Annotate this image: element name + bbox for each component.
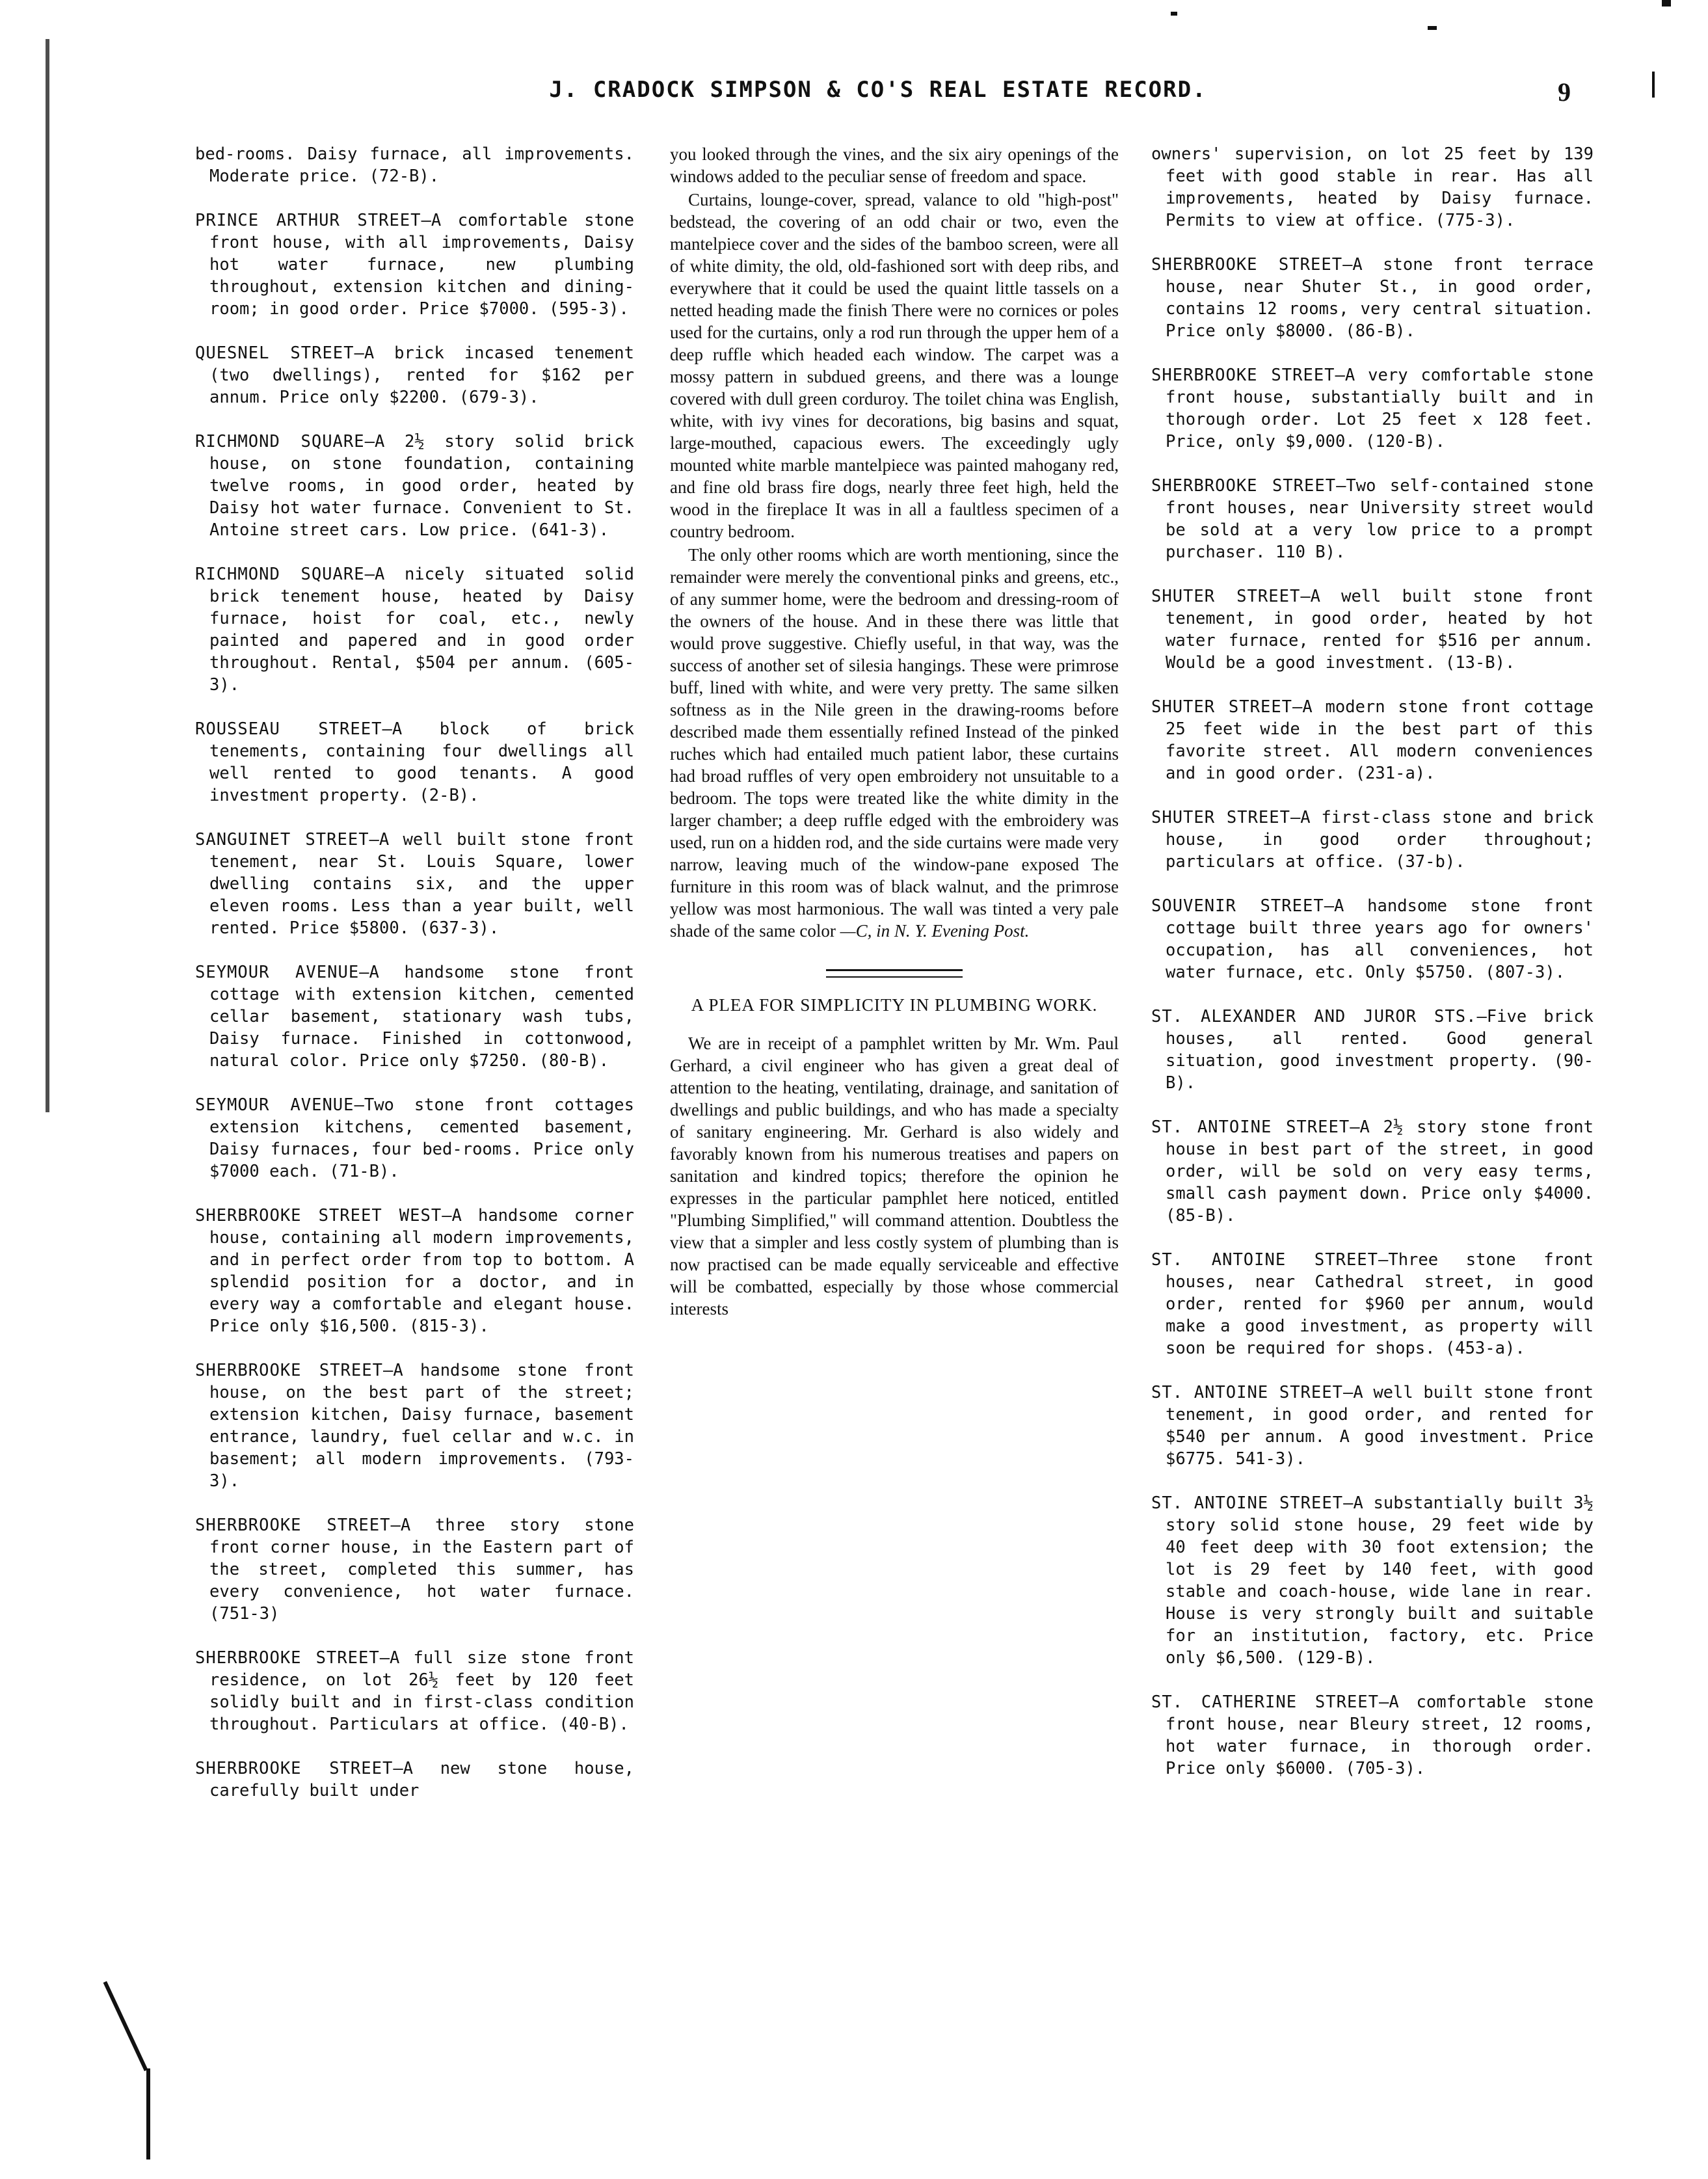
listing-item bbox=[195, 1758, 634, 1802]
middle-column bbox=[670, 143, 1119, 1320]
section-divider bbox=[826, 969, 963, 978]
listing-item bbox=[1151, 143, 1594, 232]
listing-item bbox=[195, 829, 634, 939]
listing-item bbox=[195, 1205, 634, 1337]
listing-text: —Two self-contained stone front houses, near University street would be sold at a very low price to a prompt purchaser. 110 B). bbox=[1166, 476, 1594, 562]
listing-item bbox=[195, 563, 634, 696]
listing-text: —A new stone house, carefully built under bbox=[209, 1759, 634, 1800]
listing-street: SHUTER STREET bbox=[1151, 808, 1290, 827]
listing-text: —A well built stone front tenement, in good order, heated by hot water furnace, rented for $516 per annum. Would be a good investment. (13-B). bbox=[1166, 587, 1594, 673]
article-title: A PLEA FOR SIMPLICITY IN PLUMBING WORK. bbox=[691, 995, 1098, 1015]
scan-speck bbox=[146, 2068, 150, 2159]
listing-text: —A well built stone front tenement, in good order, and rented for $540 per annum. A good investment. Price $6775. 541-3). bbox=[1166, 1383, 1594, 1469]
listing-item bbox=[195, 1514, 634, 1625]
listing-street: SHUTER STREET bbox=[1151, 697, 1293, 717]
listing-street: SHERBROOKE STREET WEST bbox=[195, 1206, 442, 1225]
listing-item bbox=[195, 1647, 634, 1735]
listing-street: ROUSSEAU STREET bbox=[195, 719, 382, 739]
listing-text: —A 2½ story stone front house in best part of the street, in good order, will be sold on very easy terms, small cash payment down. Price only $4000. (85-B). bbox=[1166, 1117, 1594, 1225]
listing-text: —A handsome stone front cottage built three years ago for owners' occupation, has all conveniences, hot water furnace, etc. Only $5750. (807-3). bbox=[1166, 896, 1594, 982]
listing-street: SHERBROOKE STREET bbox=[195, 1759, 394, 1778]
running-title: J. CRADOCK SIMPSON & CO'S REAL ESTATE RECORD. bbox=[549, 77, 1207, 103]
listing-street: RICHMOND SQUARE bbox=[195, 432, 365, 451]
article-paragraph: We are in receipt of a pamphlet written by Mr. Wm. Paul Gerhard, a civil engineer who has given a great deal of attention to the heating, ventilating, drainage, and sanitation of dwellings and public buildings, and who has made a specialty of sanitary engineering. Mr. Gerhard is also widely and favorably known from his numerous treatises and papers on sanitation and kindred topics; therefore the opinion he expresses in the particular pamphlet here noticed, entitled "Plumbing Simplified," will command attention. Doubtless the view that a simpler and less costly system of plumbing than is now practised can be made equally serviceable and effective will be combatted, especially by those whose commercial interests bbox=[670, 1034, 1119, 1318]
listing-street: SHERBROOKE STREET bbox=[1151, 476, 1337, 496]
left-column bbox=[195, 143, 634, 1824]
article-paragraph bbox=[670, 544, 1119, 942]
listing-text: —A comfortable stone front house, with all improvements, Daisy hot water furnace, new plumbing throughout, extension kitchen and dining-room; in good order. Price $7000. (595-3). bbox=[209, 211, 634, 319]
listing-item bbox=[1151, 585, 1594, 674]
listing-text: bed-rooms. Daisy furnace, all improvements. Moderate price. (72-B). bbox=[195, 144, 634, 186]
article-paragraph-text: The only other rooms which are worth mentioning, since the remainder were merely the conventional pinks and greens, etc., of any summer home, were the bedroom and dressing-room of the owners of the house. And in these there was little that would prove suggestive. Chiefly useful, in that way, was the success of another set of silesia hangings. These were primrose buff, lined with white, and were very pretty. The same silken softness as in the Nile green in the drawing-rooms before described made them essentially refined Instead of the pinked ruches which had entailed much patient labor, these curtains had broad ruffles of very open embroidery not unsuitable to a bedroom. The tops were treated like the white dimity in the larger chamber; a deep ruffle edged with the embroidery was used, run on a hidden rod, and the side curtains were made very narrow, leaving much of the window-pane exposed The furniture in this room was of black walnut, and the primrose yellow was most harmonious. The wall was tinted a very pale shade of the same color bbox=[670, 545, 1119, 941]
listing-street: SHERBROOKE STREET bbox=[195, 1648, 380, 1668]
listing-street: ST. ANTOINE STREET bbox=[1151, 1383, 1343, 1402]
right-column bbox=[1151, 143, 1594, 1802]
listing-text: —A first-class stone and brick house, in good order throughout; particulars at office. (37-b). bbox=[1166, 808, 1594, 872]
listing-text: —A well built stone front tenement, near St. Louis Square, lower dwelling contains six, and the upper eleven rooms. Less than a year built, well rented. Price $5800. (637-3). bbox=[209, 830, 634, 938]
scan-margin-line bbox=[46, 39, 49, 1112]
listing-street: SHERBROOKE STREET bbox=[1151, 366, 1335, 385]
listing-street: ST. ALEXANDER AND JUROR STS. bbox=[1151, 1007, 1477, 1026]
listing-street: RICHMOND SQUARE bbox=[195, 565, 365, 584]
page-header bbox=[0, 77, 1708, 116]
listing-item bbox=[1151, 1116, 1594, 1227]
listing-item bbox=[195, 718, 634, 807]
listing-street: SHERBROOKE STREET bbox=[195, 1361, 383, 1380]
listing-item bbox=[1151, 1492, 1594, 1669]
listing-street: SHUTER STREET bbox=[1151, 587, 1301, 606]
listing-text: —Three stone front houses, near Cathedral street, in good order, rented for $960 per annum, would make a good investment, as property will soon be required for shops. (453-a). bbox=[1166, 1250, 1594, 1358]
article-paragraph: Curtains, lounge-cover, spread, valance to old "high-post" bedstead, the covering of an odd chair or two, even the mantelpiece cover and the sides of the bamboo screen, were all of white dimity, the old, old-fashioned sort with deep ribs, and everywhere that it could be used the quaint little tassels on a netted heading made the finish There were no cornices or poles used for the curtains, only a rod run through the upper hem of a deep ruffle which headed each window. The carpet was a mossy pattern in subdued greens, and there was a lounge covered with dull green corduroy. The toilet china was English, white, with ivy vines for decorations, big basins and squat, large-mouthed, capacious ewers. The exceedingly ugly mounted white marble mantelpiece was painted mahogany red, and fine old brass fire dogs, nearly three feet high, held the wood in the fireplace It was in all a faultless specimen of a country bedroom. bbox=[670, 190, 1119, 541]
page-number: 9 bbox=[1558, 77, 1571, 107]
listing-item bbox=[1151, 364, 1594, 453]
listing-text: —A three story stone front corner house, in the Eastern part of the street, completed this summer, has every convenience, hot water furnace. (751-3) bbox=[209, 1516, 634, 1624]
listing-text: —A very comfortable stone front house, substantially built and in thorough order. Lot 25 feet x 128 feet. Price, only $9,000. (120-B). bbox=[1166, 366, 1594, 451]
listing-text: —A handsome stone front cottage with extension kitchen, cemented cellar basement, stationary wash tubs, Daisy furnace. Finished in cottonwood, natural color. Price only $7250. (80-B). bbox=[209, 963, 634, 1071]
listing-item bbox=[1151, 1006, 1594, 1094]
listing-item bbox=[1151, 475, 1594, 563]
listing-item bbox=[1151, 1691, 1594, 1780]
listing-street: SHERBROOKE STREET bbox=[1151, 255, 1343, 274]
scan-speck bbox=[103, 1981, 148, 2071]
listing-text: —Five brick houses, all rented. Good general situation, good investment property. (90-B). bbox=[1166, 1007, 1594, 1093]
listing-text: —A modern stone front cottage 25 feet wide in the best part of this favorite street. All modern conveniences and in good order. (231-a). bbox=[1166, 697, 1594, 783]
listing-text: —A handsome corner house, containing all modern improvements, and in perfect order from top to bottom. A splendid position for a doctor, and in every way a comfortable and elegant house. Price only $16,500. (815-3). bbox=[209, 1206, 634, 1336]
listing-item bbox=[1151, 1249, 1594, 1359]
listing-street: PRINCE ARTHUR STREET bbox=[195, 211, 421, 230]
listing-street: ST. ANTOINE STREET bbox=[1151, 1117, 1350, 1137]
listing-text: —A full size stone front residence, on lot 26½ feet by 120 feet solidly built and in first-class condition throughout. Particulars at office. (40-B). bbox=[209, 1648, 634, 1734]
listing-street: SEYMOUR AVENUE bbox=[195, 963, 360, 982]
listing-item bbox=[1151, 895, 1594, 983]
listing-item bbox=[1151, 807, 1594, 873]
listing-street: ST. CATHERINE STREET bbox=[1151, 1692, 1379, 1712]
listing-item bbox=[195, 143, 634, 187]
listing-item bbox=[1151, 1382, 1594, 1470]
listing-street: QUESNEL STREET bbox=[195, 343, 354, 363]
listing-text: —A stone front terrace house, near Shuter St., in good order, contains 12 rooms, very central situation. Price only $8000. (86-B). bbox=[1166, 255, 1594, 341]
listing-item bbox=[195, 342, 634, 408]
scan-speck bbox=[1662, 0, 1671, 7]
article-source: —C, in N. Y. Evening Post. bbox=[840, 921, 1030, 941]
listing-street: SANGUINET STREET bbox=[195, 830, 369, 849]
listing-item bbox=[195, 1359, 634, 1492]
listing-street: SOUVENIR STREET bbox=[1151, 896, 1324, 916]
listing-text: —A brick incased tenement (two dwellings), rented for $162 per annum. Price only $2200. (679-3). bbox=[209, 343, 634, 407]
listing-item bbox=[195, 209, 634, 320]
listing-text: owners' supervision, on lot 25 feet by 139 feet with good stable in rear. Has all improvements, heated by Daisy furnace. Permits to view at office. (775-3). bbox=[1151, 144, 1594, 230]
listing-item bbox=[1151, 254, 1594, 342]
listing-item bbox=[195, 961, 634, 1072]
listing-street: ST. ANTOINE STREET bbox=[1151, 1250, 1378, 1270]
listing-text: —A block of brick tenements, containing four dwellings all well rented to good tenants. A good investment property. (2-B). bbox=[209, 719, 634, 805]
listing-text: —Two stone front cottages extension kitchens, cemented basement, Daisy furnaces, four bed-rooms. Price only $7000 each. (71-B). bbox=[209, 1095, 634, 1181]
listing-item bbox=[195, 1094, 634, 1183]
listing-street: SHERBROOKE STREET bbox=[195, 1516, 391, 1535]
scan-speck bbox=[1428, 26, 1437, 30]
listing-text: —A handsome stone front house, on the best part of the street; extension kitchen, Daisy furnace, basement entrance, laundry, fuel cellar and w.c. in basement; all modern improvements. (793-3). bbox=[209, 1361, 634, 1491]
listing-street: SEYMOUR AVENUE bbox=[195, 1095, 354, 1115]
listing-item bbox=[1151, 696, 1594, 784]
listing-street: ST. ANTOINE STREET bbox=[1151, 1493, 1344, 1513]
listing-text: —A 2½ story solid brick house, on stone foundation, containing twelve rooms, in good order, heated by Daisy hot water furnace. Convenient to St. Antoine street cars. Low price. (641-3). bbox=[209, 432, 634, 540]
listing-text: —A comfortable stone front house, near Bleury street, 12 rooms, hot water furnace, in thorough order. Price only $6000. (705-3). bbox=[1166, 1692, 1594, 1778]
scan-speck bbox=[1171, 12, 1177, 16]
article-paragraph: you looked through the vines, and the six airy openings of the windows added to the peculiar sense of freedom and space. bbox=[670, 144, 1119, 186]
listing-item bbox=[195, 431, 634, 541]
listing-text: —A nicely situated solid brick tenement house, heated by Daisy furnace, hoist for coal, etc., newly painted and papered and in good order throughout. Rental, $504 per annum. (605-3). bbox=[209, 565, 634, 695]
listing-text: —A substantially built 3½ story solid stone house, 29 feet wide by 40 feet deep with 30 foot extension; the lot is 29 feet by 140 feet, with good stable and coach-house, wide lane in rear. House is very strongly built and suitable for an institution, factory, etc. Price only $6,500. (129-B). bbox=[1166, 1493, 1594, 1668]
